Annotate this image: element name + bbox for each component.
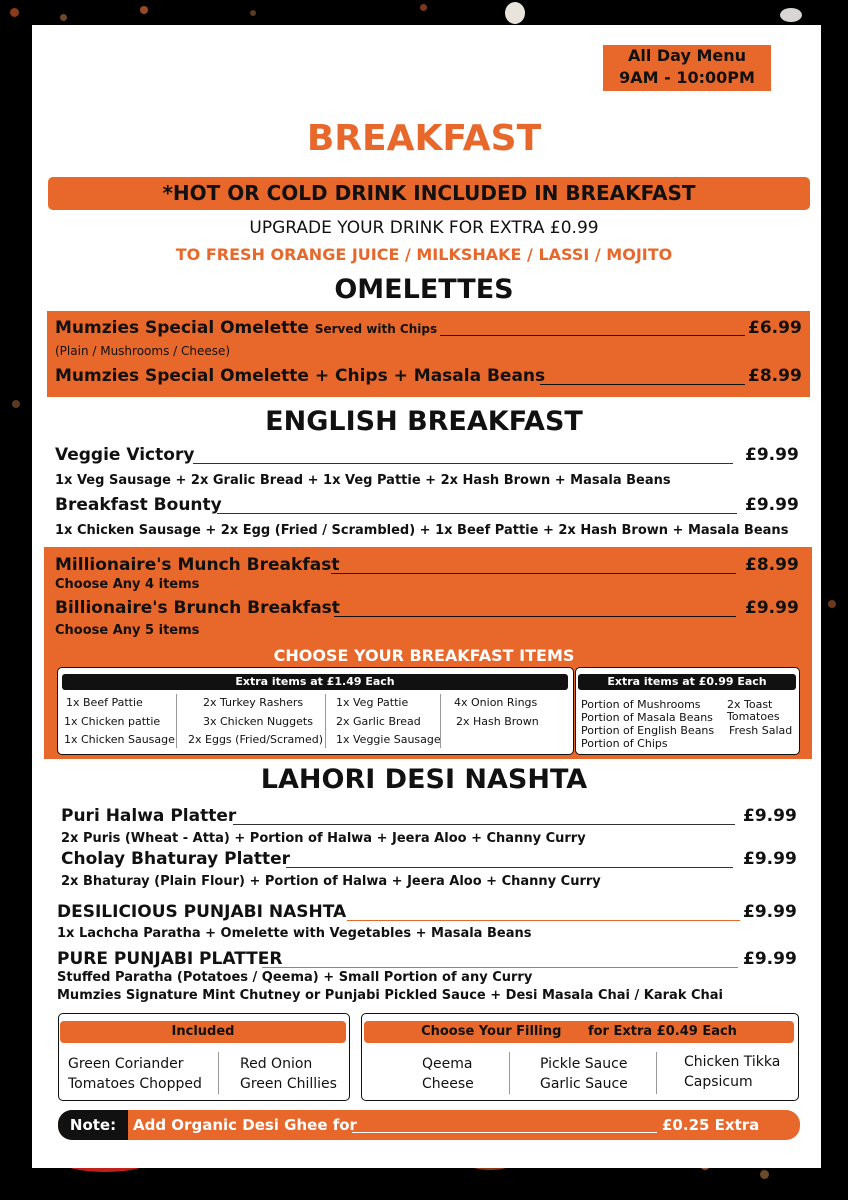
dotted-leader bbox=[334, 616, 736, 617]
dotted-leader bbox=[540, 384, 745, 385]
english-heading: ENGLISH BREAKFAST bbox=[265, 406, 583, 437]
item-price: £9.99 bbox=[745, 445, 799, 465]
page-title: BREAKFAST bbox=[306, 118, 542, 159]
upgrade-text: UPGRADE YOUR DRINK FOR EXTRA £0.99 bbox=[249, 218, 599, 238]
item-description: 1x Lachcha Paratha + Omelette with Vegetables + Masala Beans bbox=[57, 926, 532, 941]
filling-label: Choose Your Filling bbox=[421, 1024, 562, 1039]
item-price: £8.99 bbox=[748, 366, 802, 386]
menu-item-name: Billionaire's Brunch Breakfast bbox=[55, 598, 340, 618]
item-price: £9.99 bbox=[745, 598, 799, 618]
menu-item-name: Veggie Victory bbox=[55, 445, 195, 465]
menu-item-name: Millionaire's Munch Breakfast bbox=[55, 555, 340, 575]
list-item: Qeema bbox=[422, 1056, 473, 1072]
choose-items-heading: CHOOSE YOUR BREAKFAST ITEMS bbox=[273, 646, 575, 665]
menu-item-name: Breakfast Bounty bbox=[55, 495, 222, 515]
divider bbox=[509, 1052, 510, 1094]
dotted-leader bbox=[286, 867, 733, 868]
note-text: Add Organic Desi Ghee for bbox=[133, 1116, 357, 1134]
list-item: Capsicum bbox=[684, 1074, 753, 1090]
list-item: Red Onion bbox=[240, 1056, 313, 1072]
note-label: Note: bbox=[58, 1110, 128, 1140]
list-item: Portion of Masala Beans bbox=[581, 711, 713, 724]
item-description: (Plain / Mushrooms / Cheese) bbox=[55, 344, 231, 358]
extra-149-label: Extra items at £1.49 Each bbox=[62, 674, 568, 690]
list-item: Tomatoes Chopped bbox=[68, 1076, 202, 1092]
dotted-leader bbox=[262, 967, 738, 968]
list-item: 1x Veg Pattie bbox=[336, 696, 409, 709]
list-item: Chicken Tikka bbox=[684, 1054, 781, 1070]
item-description: Choose Any 5 items bbox=[55, 623, 200, 638]
divider bbox=[176, 694, 177, 748]
dotted-leader bbox=[193, 463, 733, 464]
divider bbox=[440, 694, 441, 748]
menu-item-name bbox=[55, 318, 437, 338]
item-description: Mumzies Signature Mint Chutney or Punjabi Pickled Sauce + Desi Masala Chai / Karak Chai bbox=[57, 988, 724, 1003]
upgrade-options: TO FRESH ORANGE JUICE / MILKSHAKE / LASSI / MOJITO bbox=[175, 245, 673, 264]
item-description: 2x Puris (Wheat - Atta) + Portion of Halwa + Jeera Aloo + Channy Curry bbox=[61, 831, 586, 846]
list-item: 2x Garlic Bread bbox=[336, 715, 421, 728]
item-price: £6.99 bbox=[748, 318, 802, 338]
omelettes-heading: OMELETTES bbox=[334, 274, 514, 305]
list-item: Portion of Chips bbox=[581, 737, 668, 750]
list-item: Portion of English Beans bbox=[581, 724, 715, 737]
included-label: Included bbox=[60, 1021, 346, 1043]
dotted-leader bbox=[331, 573, 736, 574]
filling-header bbox=[364, 1021, 794, 1043]
dotted-leader bbox=[347, 920, 740, 921]
list-item: 1x Chicken Sausage bbox=[64, 733, 175, 746]
menu-item-name: DESILICIOUS PUNJABI NASHTA bbox=[57, 902, 347, 922]
list-item: 2x Eggs (Fried/Scramed) bbox=[188, 733, 324, 746]
list-item: Cheese bbox=[422, 1076, 474, 1092]
list-item: Tomatoes bbox=[727, 710, 780, 723]
item-name: Mumzies Special Omelette bbox=[55, 318, 309, 338]
divider bbox=[656, 1052, 657, 1094]
all-day-badge bbox=[603, 45, 771, 91]
item-price: £9.99 bbox=[743, 806, 797, 826]
list-item: 3x Chicken Nuggets bbox=[203, 715, 313, 728]
dotted-leader bbox=[233, 824, 735, 825]
lahori-heading: LAHORI DESI NASHTA bbox=[260, 764, 588, 795]
menu-item-name: Puri Halwa Platter bbox=[61, 806, 237, 826]
list-item: 2x Toast bbox=[727, 698, 773, 711]
item-price: £8.99 bbox=[745, 555, 799, 575]
all-day-label: All Day Menu bbox=[627, 46, 747, 65]
divider bbox=[325, 694, 326, 748]
drink-banner: *HOT OR COLD DRINK INCLUDED IN BREAKFAST bbox=[48, 177, 810, 210]
item-price: £9.99 bbox=[745, 495, 799, 515]
note-price: £0.25 Extra bbox=[662, 1116, 760, 1134]
item-description: 1x Veg Sausage + 2x Gralic Bread + 1x Veg Pattie + 2x Hash Brown + Masala Beans bbox=[55, 473, 671, 488]
filling-extra: for Extra £0.49 Each bbox=[587, 1024, 737, 1039]
extra-099-label: Extra items at £0.99 Each bbox=[578, 674, 796, 690]
dotted-leader bbox=[352, 1132, 657, 1133]
menu-item-name: Cholay Bhaturay Platter bbox=[61, 849, 291, 869]
item-price: £9.99 bbox=[743, 849, 797, 869]
list-item: 1x Chicken pattie bbox=[64, 715, 161, 728]
list-item: Fresh Salad bbox=[729, 724, 793, 737]
menu-item-name: PURE PUNJABI PLATTER bbox=[57, 949, 283, 969]
item-description: 2x Bhaturay (Plain Flour) + Portion of Halwa + Jeera Aloo + Channy Curry bbox=[61, 874, 601, 889]
divider bbox=[218, 1052, 219, 1094]
item-description: 1x Chicken Sausage + 2x Egg (Fried / Scrambled) + 1x Beef Pattie + 2x Hash Brown + Masala Beans bbox=[55, 523, 789, 538]
list-item: 4x Onion Rings bbox=[454, 696, 538, 709]
item-description: Stuffed Paratha (Potatoes / Qeema) + Small Portion of any Curry bbox=[57, 970, 533, 985]
list-item: 1x Veggie Sausage bbox=[336, 733, 441, 746]
list-item: Portion of Mushrooms bbox=[581, 698, 701, 711]
item-price: £9.99 bbox=[743, 902, 797, 922]
list-item: 1x Beef Pattie bbox=[66, 696, 143, 709]
dotted-leader bbox=[217, 513, 737, 514]
list-item: Green Coriander bbox=[68, 1056, 184, 1072]
menu-item-name: Mumzies Special Omelette + Chips + Masala Beans bbox=[55, 366, 546, 386]
hours-label: 9AM - 10:00PM bbox=[619, 68, 755, 87]
list-item: 2x Turkey Rashers bbox=[203, 696, 304, 709]
dotted-leader bbox=[440, 335, 745, 336]
list-item: 2x Hash Brown bbox=[456, 715, 539, 728]
list-item: Pickle Sauce bbox=[540, 1056, 628, 1072]
item-description: Choose Any 4 items bbox=[55, 577, 200, 592]
list-item: Green Chillies bbox=[240, 1076, 337, 1092]
list-item: Garlic Sauce bbox=[540, 1076, 628, 1092]
item-price: £9.99 bbox=[743, 949, 797, 969]
item-note: Served with Chips bbox=[314, 322, 438, 336]
